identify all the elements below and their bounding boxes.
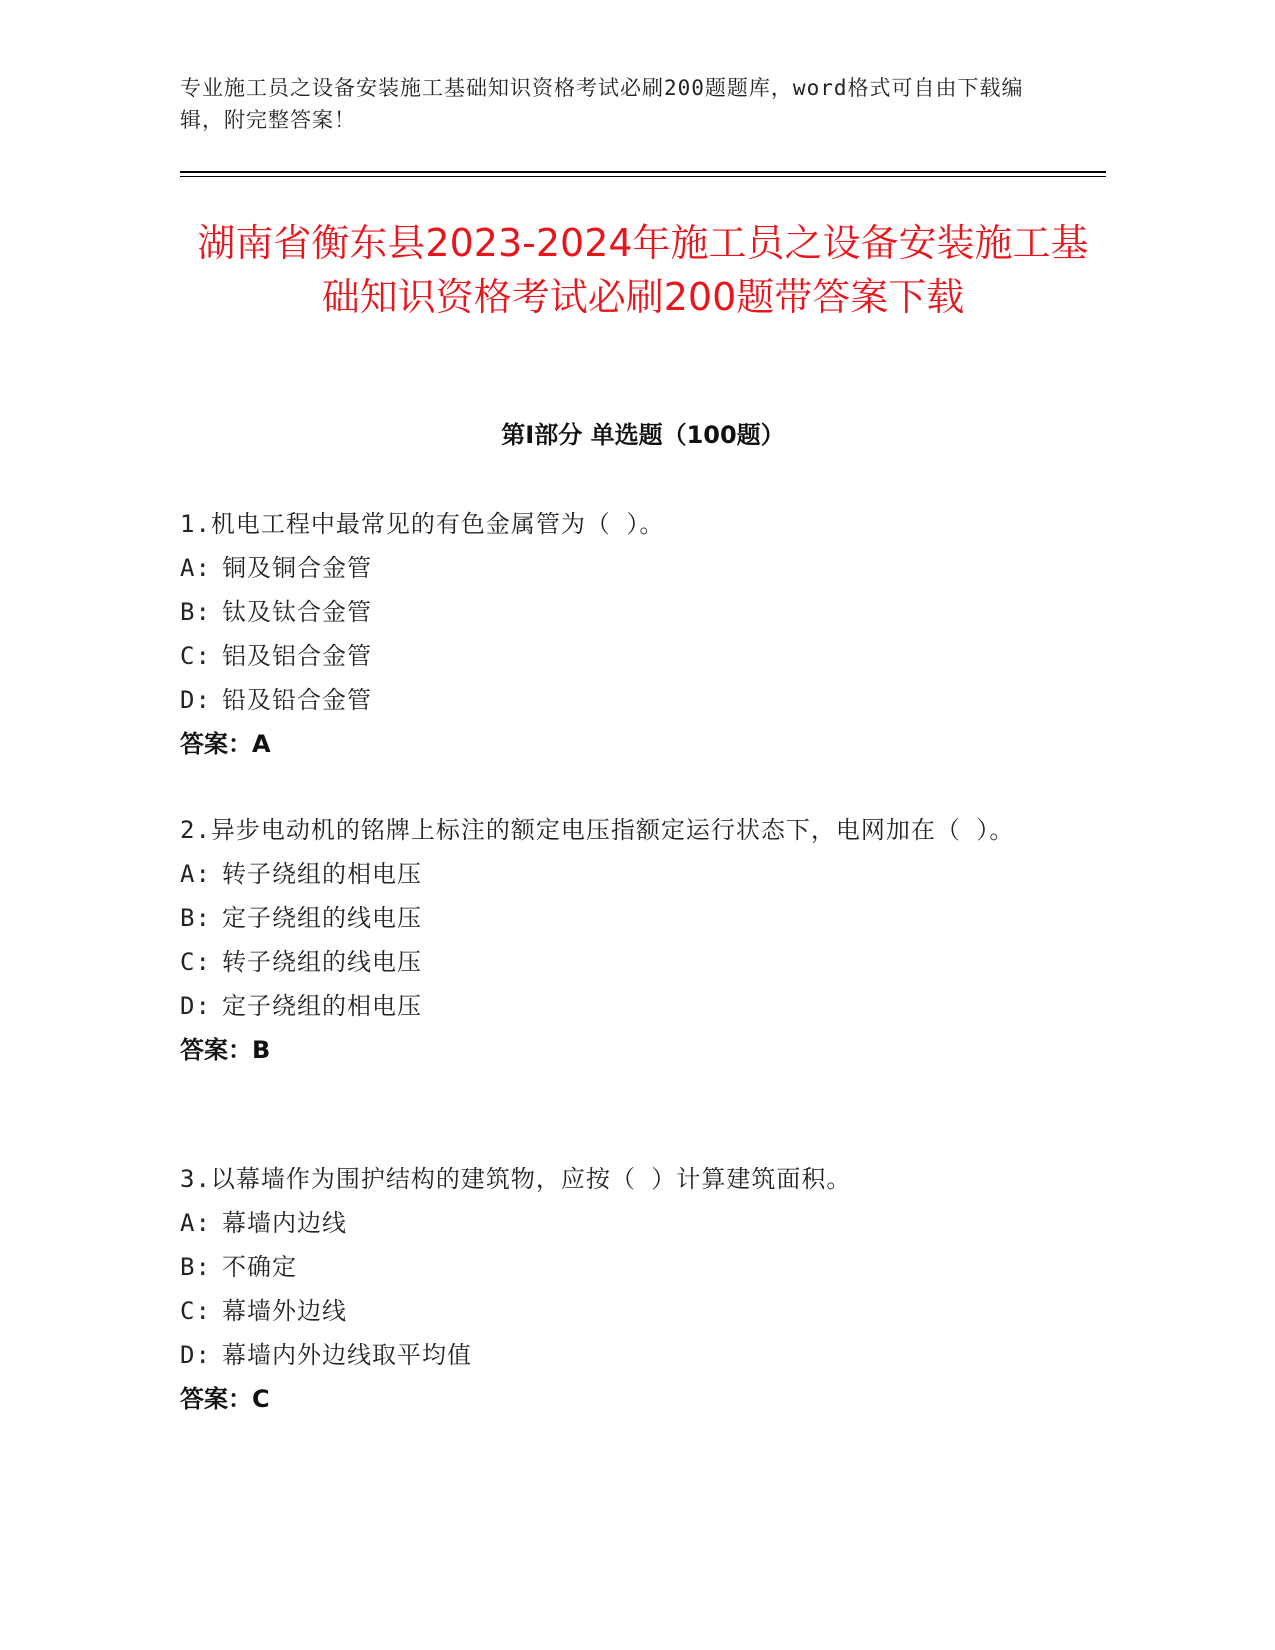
question-1 xyxy=(180,502,1040,766)
option-letter: C: xyxy=(180,948,211,976)
option-letter: B: xyxy=(180,598,211,626)
option-text: 转子绕组的线电压 xyxy=(222,948,422,976)
option-text: 幕墙外边线 xyxy=(222,1297,347,1325)
option-a xyxy=(180,852,1040,896)
option-text: 定子绕组的相电压 xyxy=(222,992,422,1020)
header-divider-thin xyxy=(180,176,1106,177)
document-title: 湖南省衡东县2023-2024年施工员之设备安装施工基础知识资格考试必刷200题带答案下载 xyxy=(197,221,1089,319)
option-text: 定子绕组的线电压 xyxy=(222,904,422,932)
option-c xyxy=(180,634,1040,678)
answer: 答案：A xyxy=(180,730,271,758)
header-divider-thick xyxy=(180,171,1106,173)
option-letter: C: xyxy=(180,642,211,670)
option-text: 铜及铜合金管 xyxy=(222,554,372,582)
question-stem: 2.异步电动机的铭牌上标注的额定电压指额定运行状态下，电网加在（ ）。 xyxy=(180,816,1015,844)
option-letter: B: xyxy=(180,904,211,932)
option-b xyxy=(180,896,1040,940)
option-text: 钛及钛合金管 xyxy=(222,598,372,626)
option-letter: A: xyxy=(180,554,211,582)
option-d xyxy=(180,678,1040,722)
option-letter: D: xyxy=(180,1341,211,1369)
option-letter: D: xyxy=(180,686,211,714)
option-letter: A: xyxy=(180,1209,211,1237)
question-3 xyxy=(180,1157,1040,1421)
option-letter: D: xyxy=(180,992,211,1020)
option-d xyxy=(180,1333,1040,1377)
header-note: 专业施工员之设备安装施工基础知识资格考试必刷200题题库，word格式可自由下载编辑，附完整答案！ xyxy=(180,76,1024,132)
option-a xyxy=(180,1201,1040,1245)
answer: 答案：C xyxy=(180,1385,270,1413)
option-b xyxy=(180,590,1040,634)
option-letter: A: xyxy=(180,860,211,888)
option-letter: C: xyxy=(180,1297,211,1325)
option-letter: B: xyxy=(180,1253,211,1281)
option-d xyxy=(180,984,1040,1028)
answer: 答案：B xyxy=(180,1036,271,1064)
question-stem: 3.以幕墙作为围护结构的建筑物，应按（ ）计算建筑面积。 xyxy=(180,1165,852,1193)
question-stem: 1.机电工程中最常见的有色金属管为（ ）。 xyxy=(180,510,665,538)
section-title: 第Ⅰ部分 单选题（100题） xyxy=(501,421,785,449)
option-text: 幕墙内边线 xyxy=(222,1209,347,1237)
option-b xyxy=(180,1245,1040,1289)
option-c xyxy=(180,1289,1040,1333)
option-text: 铝及铝合金管 xyxy=(222,642,372,670)
option-text: 铅及铅合金管 xyxy=(222,686,372,714)
option-text: 幕墙内外边线取平均值 xyxy=(222,1341,472,1369)
option-text: 转子绕组的相电压 xyxy=(222,860,422,888)
option-text: 不确定 xyxy=(222,1253,297,1281)
option-c xyxy=(180,940,1040,984)
question-2 xyxy=(180,808,1040,1072)
option-a xyxy=(180,546,1040,590)
